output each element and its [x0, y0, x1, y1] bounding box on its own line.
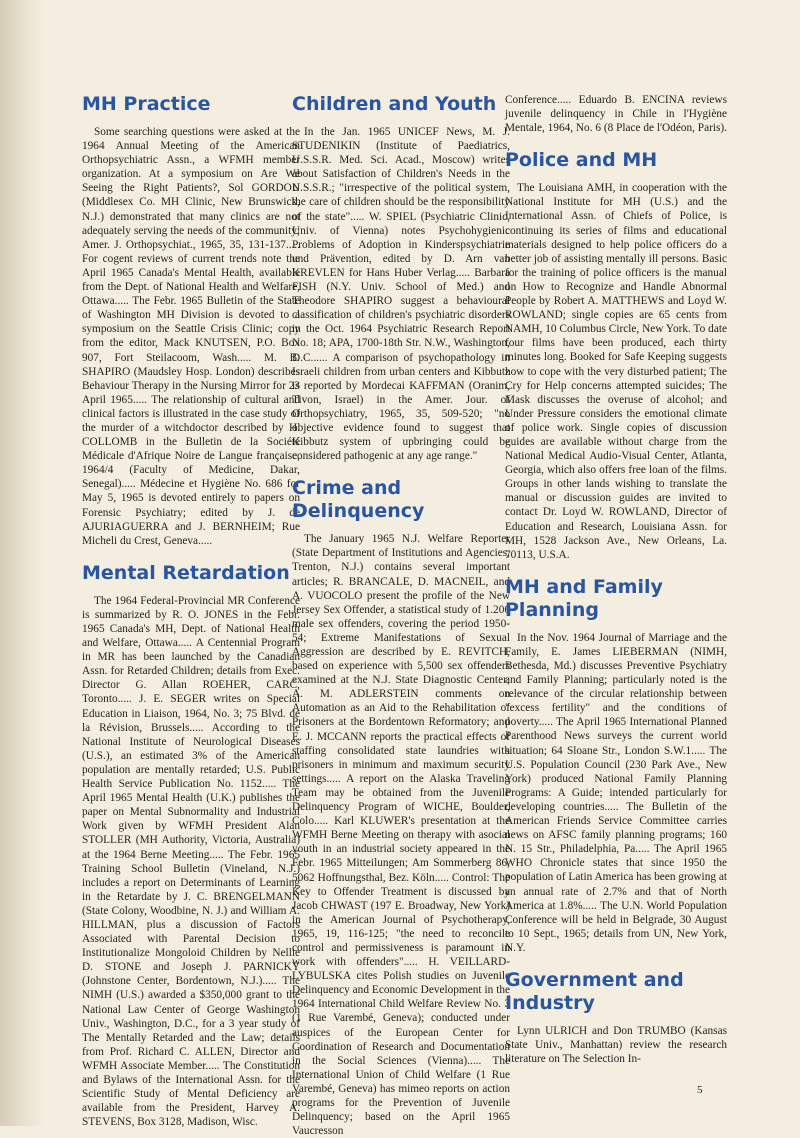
body-children-youth: In the Jan. 1965 UNICEF News, M. J. STUDENIKIN (Institute of Paediatrics, U.S.S.R. Med. Sci. Acad., Moscow) writes about Satisfaction of Children's Needs in the U.S.S.R.; "irrespective of the political system, the care of children should be the responsibility of the state"..... W. SPIEL (Psychiatric Clinic, Univ. of Vienna) notes Psychohygienic Problems of Adoption in Kinderspsychiatrie und Prävention, edited by D. Arn van KREVLEN for Hans Huber Verlag..... Barbara FISH (N.Y. Univ. School of Med.) and Theodore SHAPIRO suggest a behavioural classification of children's psychiatric disorders in the Oct. 1964 Psychiatric Research Report No. 18; APA, 1700-18th Str. N.W., Washington, D.C...... A comparison of psychopathology in Israeli children from urban centers and Kibbutz is reported by Mordecai KAFFMAN (Oranim, Tivon, Israel) in the Amer. Jour. of Orthopsychiatry, 1965, 35, 509-520; "no objective evidence found to suggest that Kibbutz system of upbringing could be considered pathogenic at any age range."	[292, 126, 510, 463]
body-mh-practice: Some searching questions were asked at the 1964 Annual Meeting of the American Orthopsychiatric Assn., a WFMH member organization. At a symposium on Are We Seeing the Right Patients?, Sol GORDON (Middlesex Co. MH Clinic, New Brunswick, N.J.) demonstrated that many clinics are not adequately serving the needs of the community; Amer. J. Orthopsychiat., 1965, 35, 131-137..... For cogent reviews of current trends note the April 1965 Canada's Mental Health, available from the Dept. of National Health and Welfare, Ottawa..... The Febr. 1965 Bulletin of the State of Washington MH Division is devoted to a symposium on the Seattle Crisis Clinic; copy from the editor, Mack KNUTSEN, P.O. Box 907, Fort Steilacoom, Wash..... M. B. SHAPIRO (Maudsley Hosp. London) describes Behaviour Therapy in the Nursing Mirror for 23 April 1965..... The relationship of cultural and clinical factors is illustrated in the case study of the murder of a witchdoctor described by H. COLLOMB in the Bulletin de la Société Médicale d'Afrique Noire de Langue française, 1964/4 (Faculty of Medicine, Dakar, Senegal)..... Médecine et Hygiène No. 686 for May 5, 1965 is devoted entirely to papers on Forensic Psychiatry; edited by J. de AJURIAGUERRA and J. BERNHEIM; Rue Micheli du Crest, Geneva.....	[82, 126, 300, 547]
column-1	[82, 93, 300, 1129]
body-police-mh: The Louisiana AMH, in cooperation with the National Institute for MH (U.S.) and the International Assn. of Chiefs of Police, is continuing its series of films and educational materials designed to help police officers do a better job of assisting mentally ill persons. Basic for the training of police officers is the manual on How to Recognize and Handle Abnormal People by Robert A. MATTHEWS and Loyd W. ROWLAND; single copies are 65 cents from NAMH, 10 Columbus Circle, New York. To date four films have been produced, each thirty minutes long. Booked for Safe Keeping suggests how to cope with the very disturbed patient; The Cry for Help concerns attempted suicides; The Mask discusses the overuse of alcohol; and Under Pressure considers the emotional climate of police work. Single copies of discussion guides are available without charge from the National Medical Audio-Visual Center, Atlanta, Georgia, which also offers free loan of the films. Groups in other lands wishing to translate the manual or discussion guides are invited to contact Dr. Loyd W. ROWLAND, Director of Education and Research, Louisiana Assn. for MH, 1528 Jackson Ave., New Orleans, La. 70113, U.S.A.	[505, 182, 727, 561]
page-fold-shadow	[0, 0, 44, 1126]
heading-family-planning: MH and Family Planning	[505, 575, 663, 621]
body-mental-retardation: The 1964 Federal-Provincial MR Conference is summarized by R. O. JONES in the Febr. 1965 Canada's MH, Dept. of National Health and Welfare, Ottawa..... A Centennial Program in MR has been launched by the Canadian Assn. for Retarded Children; details from Exec. Director G. Allan ROEHER, CARC, Toronto..... J. E. SEGER writes on Special Education in Liaison, 1964, No. 3; 75 Blvd. de la Révision, Brussels..... According to the National Institute of Neurological Diseases (U.S.), an estimated 3% of the American population are mentally retarded; U.S. Public Health Service Publication No. 1152..... The April 1965 Mental Health (U.K.) publishes the paper on Mental Subnormality and Industrial Work given by WFMH President Alan STOLLER (MH Authority, Victoria, Australia) at the 1964 Berne Meeting..... The Febr. 1965 Training School Bulletin (Vineland, N.J.) includes a report on Determinants of Learning in the Retardate by J. C. BRENGELMANN (State Colony, Woodbine, N. J.) and William A. HILLMAN, plus a discussion of Factors Associated with Parental Decision to Institutionalize Mongoloid Children by Nellie D. STONE and Joseph J. PARNICKY (Johnstone Center, Bordentown, N.J.)..... The NIMH (U.S.) awarded a $350,000 grant to the National Law Center of George Washington Univ., Washington, D.C., for a 3 year study of The Mentally Retarded and the Law; details from Prof. Richard C. ALLEN, Director and WFMH Associate Member..... The Constitution and Bylaws of the International Assn. for the Scientific Study of Mental Deficiency are available from the President, Harvey A. STEVENS, Box 3128, Madison, Wisc.	[82, 594, 300, 1129]
heading-mental-retardation: Mental Retardation	[82, 561, 290, 584]
heading-government-industry: Government and Industry	[505, 968, 684, 1014]
column-3	[505, 93, 727, 1066]
heading-crime-delinquency: Crime and Delinquency	[292, 477, 425, 523]
body-government-industry: Lynn ULRICH and Don TRUMBO (Kansas State Univ., Manhattan) review the research literature on The Selection In-	[505, 1024, 727, 1066]
body-crime-continued: Conference..... Eduardo B. ENCINA reviews juvenile delinquency in Chile in l'Hygiène Mentale, 1964, No. 6 (8 Place de l'Odéon, Paris).	[505, 94, 727, 135]
body-family-planning: In the Nov. 1964 Journal of Marriage and the Family, E. James LIEBERMAN (NIMH, Bethesda, Md.) discusses Preventive Psychiatry and Family Planning; particularly noted is the relevance of the circular relationship between "excess fertility" and the conditions of poverty..... The April 1965 International Planned Parenthood News surveys the current world situation; 64 Sloane Str., London S.W.1..... The U.S. Population Council (230 Park Ave., New York) produced National Family Planning Programs: A Guide; intended particularly for developing countries..... The Bulletin of the American Friends Service Committee carries news on AFSC family planning programs; 160 N. 15 Str., Philadelphia, Pa..... The April 1965 WHO Chronicle states that since 1950 the population of Latin America has been growing at an annual rate of 2.7% and that of North America at 1.8%..... The U.N. World Population Conference will be held in Belgrade, 30 August to 10 Sept., 1965; details from UN, New York, N.Y.	[505, 631, 727, 954]
heading-children-youth: Children and Youth	[292, 93, 497, 115]
heading-mh-practice: MH Practice	[82, 93, 211, 115]
column-2	[292, 93, 510, 1138]
heading-police-mh: Police and MH	[505, 149, 658, 172]
body-crime-delinquency: The January 1965 N.J. Welfare Reporter (State Department of Institutions and Agencies, Trenton, N.J.) contains several important articles; R. BRANCALE, D. MACNEIL, and A. VUOCOLO present the profile of the New Jersey Sex Offender, a statistical study of 1.206 male sex offenders, covering the period 1950-54; Extreme Manifestations of Sexual Aggression are described by E. REVITCH, based on experience with 5,500 sex offenders examined at the N.J. State Diagnostic Center; A. M. ADLERSTEIN comments on Automation as an Aid to the Rehabilitation of Prisoners at the Bordentown Reformatory; and E. J. MCCANN reports the practical effects of staffing consolidated state laundries with prisoners in minimum and maximum security settings..... A report on the Alaska Traveling Team may be obtained from the Juvenile Delinquency Program of WICHE, Boulder, Colo..... Karl KLUWER's presentation at the WFMH Berne Meeting on therapy with asocial youth in an industrial society appeared in the Febr. 1965 Mitteilungen; Am Sommerberg 86, 5062 Hoffnungsthal, Bez. Köln..... Control: The Key to Offender Treatment is discussed by Jacob CHWAST (197 E. Broadway, New York) in the American Journal of Psychotherapy, 1965, 19, 116-125; "the need to reconcile control and permissiveness is paramount in work with offenders"..... H. VEILLARD-LYBULSKA cites Polish studies on Juvenile Delinquency and Economic Development in the 1964 International Child Welfare Review No. 3 (1 Rue Varembé, Geneva); conducted under auspices of the European Center for Coordination of Research and Documentation in the Social Sciences (Vienna)..... The International Union of Child Welfare (1 Rue Varembé, Geneva) has mimeo reports on action programs for the Prevention of Juvenile Delinquency; based on the April 1965 Vaucresson	[292, 533, 510, 1138]
page-number: 5	[697, 1084, 703, 1096]
